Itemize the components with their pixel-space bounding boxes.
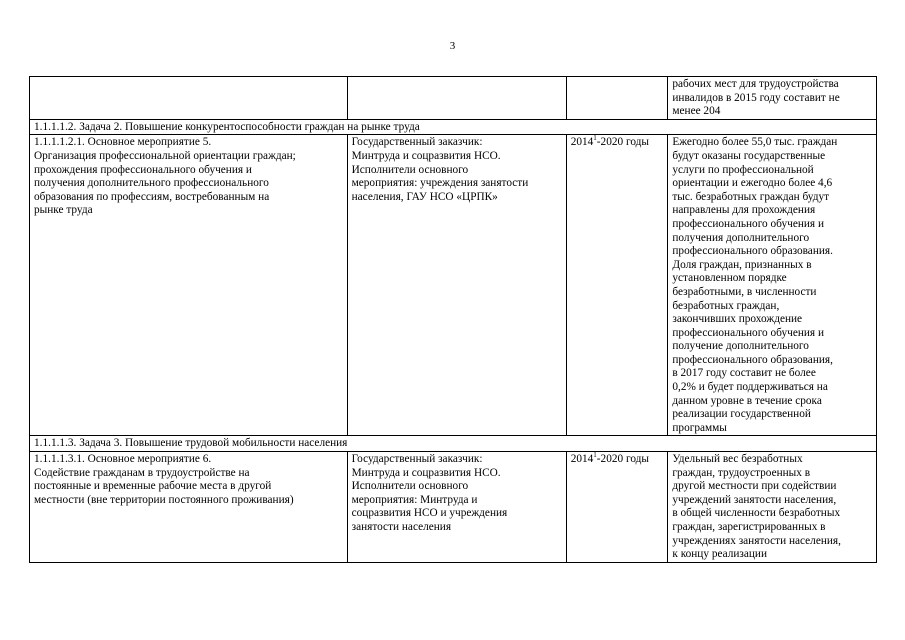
task3-heading: 1.1.1.1.3. Задача 3. Повышение трудовой мобильности населения bbox=[30, 436, 877, 452]
cell-period-empty bbox=[566, 77, 668, 120]
event5-result-line: безработными, в численности bbox=[672, 285, 817, 298]
event6-result-line: учреждений занятости населения, bbox=[672, 493, 837, 506]
event6-result-cell bbox=[668, 452, 877, 563]
event5-result-line: профессионального обучения и bbox=[672, 217, 824, 230]
event5-result-line: безработных граждан, bbox=[672, 299, 780, 312]
event5-result-cell bbox=[668, 135, 877, 436]
cell-result bbox=[668, 77, 877, 120]
event5-result-line: направлены для прохождения bbox=[672, 204, 816, 217]
event5-result-line: получения дополнительного bbox=[672, 231, 810, 244]
event6-name-line: Содействие гражданам в трудоустройстве на bbox=[34, 466, 250, 479]
event5-result-line: профессионального образования. bbox=[672, 245, 833, 258]
page-number: 3 bbox=[449, 40, 456, 52]
event6-period-cell bbox=[566, 452, 668, 563]
event5-period-cell bbox=[566, 135, 668, 436]
event6-executor-line: занятости населения bbox=[351, 521, 452, 533]
event6-result-line: Удельный вес безработных bbox=[672, 453, 803, 466]
event5-name-line: прохождения профессионального обучения и bbox=[34, 163, 252, 176]
event6-name-line: 1.1.1.1.3.1. Основное мероприятие 6. bbox=[34, 453, 212, 466]
event5-result-line: установленном порядке bbox=[672, 272, 787, 285]
event5-name-cell bbox=[30, 135, 348, 436]
event5-name-line: образования по профессиям, востребованным на bbox=[34, 190, 270, 203]
event5-result-line: будут оказаны государственные bbox=[672, 149, 826, 162]
event5-result-line: Доля граждан, признанных в bbox=[672, 258, 812, 271]
period-footnote: 1 bbox=[593, 134, 597, 143]
period-start: 2014 bbox=[570, 136, 594, 149]
event5-result-line: программы bbox=[672, 421, 727, 434]
event5-result-line: в 2017 году составит не более bbox=[672, 367, 816, 380]
event5-executor-line: населения, ГАУ НСО «ЦРПК» bbox=[351, 190, 498, 203]
event6-executor-line: Государственный заказчик: bbox=[351, 453, 483, 466]
event5-period bbox=[571, 136, 664, 150]
table-row-event6 bbox=[30, 452, 877, 563]
cell-executor-empty bbox=[347, 77, 566, 120]
event5-name-line: рынке труда bbox=[34, 204, 93, 217]
event5-result-line: 0,2% и будет поддерживаться на bbox=[672, 381, 828, 394]
event5-name-line: Организация профессиональной ориентации граждан; bbox=[34, 149, 296, 162]
event5-result-line: тыс. безработных граждан будут bbox=[672, 190, 830, 203]
event5-result-line: Ежегодно более 55,0 тыс. граждан bbox=[672, 136, 838, 149]
event5-executor-line: Государственный заказчик: bbox=[351, 136, 483, 149]
event6-executor-line: Минтруда и соцразвития НСО. bbox=[351, 466, 501, 479]
event6-name-line: постоянные и временные рабочие места в другой bbox=[34, 480, 272, 493]
event5-executor-line: Исполнители основного bbox=[351, 163, 469, 176]
event6-name-line: местности (вне территории постоянного проживания) bbox=[34, 493, 294, 506]
period-footnote: 1 bbox=[593, 451, 597, 460]
event6-result-line: граждан, трудоустроенных в bbox=[672, 466, 811, 479]
table-row-task3 bbox=[30, 436, 877, 452]
event5-result-line: профессионального образования, bbox=[672, 353, 833, 366]
period-end: -2020 годы bbox=[596, 136, 649, 149]
event5-result-line: получение дополнительного bbox=[672, 340, 809, 353]
program-table bbox=[29, 76, 877, 563]
event5-name-line: 1.1.1.1.2.1. Основное мероприятие 5. bbox=[34, 136, 212, 149]
event6-name-cell bbox=[30, 452, 348, 563]
event6-executor-line: соцразвития НСО и учреждения bbox=[351, 507, 508, 520]
period-start: 2014 bbox=[570, 453, 594, 466]
event6-result-line: к концу реализации bbox=[672, 548, 768, 561]
event5-result-line: закончивших прохождение bbox=[672, 313, 803, 326]
period-end: -2020 годы bbox=[596, 453, 649, 466]
result-line: инвалидов в 2015 году составит не bbox=[672, 91, 840, 104]
task2-heading: 1.1.1.1.2. Задача 2. Повышение конкурентоспособности граждан на рынке труда bbox=[30, 119, 877, 135]
event5-result-line: ориентации и ежегодно более 4,6 bbox=[672, 177, 833, 190]
table-row-task2 bbox=[30, 119, 877, 135]
event6-period bbox=[571, 453, 664, 467]
event6-result-line: учреждениях занятости населения, bbox=[672, 534, 841, 547]
cell-name-empty bbox=[30, 77, 348, 120]
table-row-continuation bbox=[30, 77, 877, 120]
event6-result-line: граждан, зарегистрированных в bbox=[672, 521, 826, 533]
event5-executor-line: Минтруда и соцразвития НСО. bbox=[351, 149, 501, 162]
table-row-event5 bbox=[30, 135, 877, 436]
event6-result-line: другой местности при содействии bbox=[672, 480, 837, 493]
result-line: рабочих мест для трудоустройства bbox=[672, 78, 839, 90]
event5-result-line: реализации государственной bbox=[672, 408, 811, 421]
event6-result-line: в общей численности безработных bbox=[672, 507, 841, 520]
event5-result-line: профессионального обучения и bbox=[672, 326, 824, 339]
event5-result-line: услуги по профессиональной bbox=[672, 163, 814, 176]
event5-result-line: данном уровне в течение срока bbox=[672, 394, 822, 407]
result-line: менее 204 bbox=[672, 105, 721, 118]
event5-name-line: получения дополнительного профессионального bbox=[34, 177, 269, 190]
event6-executor-cell bbox=[347, 452, 566, 563]
event6-executor-line: мероприятия: Минтруда и bbox=[351, 493, 478, 506]
event5-executor-line: мероприятия: учреждения занятости bbox=[351, 177, 529, 190]
event6-executor-line: Исполнители основного bbox=[351, 480, 469, 493]
event5-executor-cell bbox=[347, 135, 566, 436]
